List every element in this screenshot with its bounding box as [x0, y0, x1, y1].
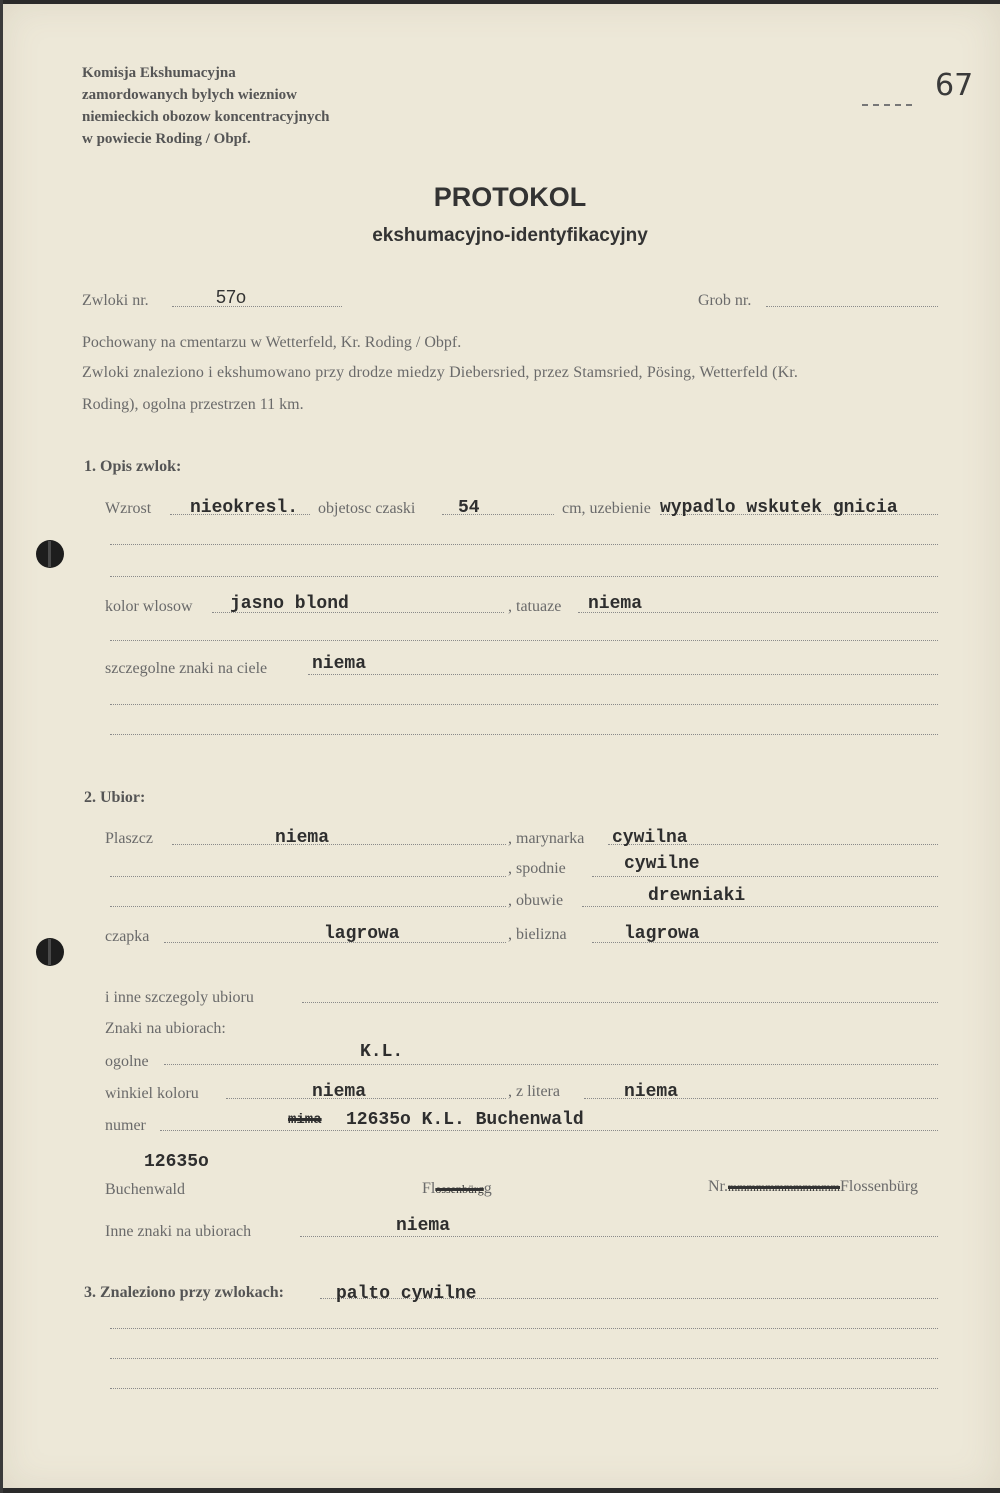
letter-value: niema — [624, 1082, 679, 1102]
burial-line-1: Pochowany na cmentarzu w Wetterfeld, Kr. Roding / Obpf. — [82, 334, 462, 351]
coat-line-3 — [110, 906, 506, 907]
coat-label: Plaszcz — [105, 830, 153, 847]
nr-suffix: Flossenbürg — [840, 1178, 918, 1195]
buchenwald-label: Buchenwald — [105, 1181, 185, 1198]
punch-hole-top — [36, 540, 64, 568]
number-line — [160, 1130, 938, 1131]
height-label: Wzrost — [105, 500, 152, 517]
hair-color-value: jasno blond — [230, 594, 349, 614]
letter-label: , z litera — [508, 1083, 560, 1100]
document-subtitle: ekshumacyjno-identyfikacyjny — [372, 225, 648, 246]
found-items-line-2 — [110, 1328, 938, 1329]
general-label: ogolne — [105, 1053, 149, 1070]
scan-edge-bottom — [0, 1488, 1000, 1493]
other-marks-line — [300, 1236, 938, 1237]
coat-line — [172, 844, 506, 845]
general-line — [164, 1064, 938, 1065]
shoes-label: , obuwie — [508, 892, 564, 909]
grave-number-label: Grob nr. — [698, 292, 752, 309]
hair-color-label: kolor wlosow — [105, 598, 193, 615]
cm-teeth-label: cm, uzebienie — [562, 500, 651, 517]
flossenburg-struck: ossenbürg — [435, 1182, 484, 1196]
cap-label: czapka — [105, 928, 150, 945]
shoes-line — [582, 906, 938, 907]
trousers-line — [592, 876, 938, 877]
hair-line-2 — [110, 640, 938, 641]
nr-prefix: Nr. — [708, 1178, 728, 1195]
flossenburg-label — [422, 1180, 492, 1198]
cap-value: lagrowa — [324, 924, 400, 944]
found-items-line-3 — [110, 1358, 938, 1359]
tattoo-label: , tatuaze — [508, 598, 562, 615]
special-marks-label: szczegolne znaki na ciele — [105, 660, 268, 677]
page-number-dash — [862, 104, 912, 106]
nr-label — [708, 1178, 918, 1196]
triangle-color-value: niema — [312, 1082, 367, 1102]
other-marks-value: niema — [396, 1216, 451, 1236]
punch-hole-bottom — [36, 938, 64, 966]
triangle-color-label: winkiel koloru — [105, 1085, 199, 1102]
burial-line-2: Zwloki znaleziono i ekshumowano przy drodze miedzy Diebersried, przez Stamsried, Pösing, Wetterfeld (Kr. — [82, 364, 799, 381]
nr-struck: mmmmmmmmmmmm — [728, 1180, 841, 1194]
skull-value: 54 — [458, 498, 480, 518]
general-value: K.L. — [360, 1042, 404, 1062]
section-2-heading: 2. Ubior: — [84, 789, 146, 806]
other-details-line — [302, 1002, 938, 1003]
page-number: 67 — [935, 68, 974, 103]
coat-value: niema — [275, 828, 330, 848]
special-marks-line-2 — [110, 704, 938, 705]
corpse-number-label: Zwloki nr. — [82, 292, 149, 309]
document-title: PROTOKOL — [433, 182, 587, 212]
section-3-heading: 3. Znaleziono przy zwlokach: — [84, 1284, 284, 1301]
teeth-line-2 — [110, 544, 938, 545]
flossenburg-prefix: Fl — [422, 1180, 436, 1197]
institution-line-1: Komisja Ekshumacyjna — [82, 65, 236, 81]
jacket-value: cywilna — [612, 828, 688, 848]
burial-line-3: Roding), ogolna przestrzen 11 km. — [82, 396, 304, 413]
institution-line-2: zamordowanych bylych wiezniow — [82, 87, 297, 103]
trousers-value: cywilne — [624, 854, 700, 874]
coat-line-2 — [110, 876, 506, 877]
underwear-value: lagrowa — [624, 924, 700, 944]
scan-edge-top — [0, 0, 1000, 4]
corpse-number-value: 57o — [216, 287, 247, 307]
special-marks-line — [308, 674, 938, 675]
skull-label: objetosc czaski — [318, 500, 416, 517]
institution-line-3: niemieckich obozow koncentracyjnych — [82, 109, 330, 125]
corpse-number-line — [172, 306, 342, 307]
number-extra-value: 12635o — [144, 1152, 209, 1172]
other-details-label: i inne szczegoly ubioru — [105, 989, 254, 1006]
institution-line-4: w powiecie Roding / Obpf. — [82, 131, 251, 147]
tattoo-value: niema — [588, 594, 643, 614]
height-value: nieokresl. — [190, 498, 299, 518]
number-struck-text: mima — [288, 1112, 322, 1128]
institution-block — [82, 62, 329, 150]
jacket-label: , marynarka — [508, 830, 585, 847]
special-marks-line-3 — [110, 734, 938, 735]
grave-number-line — [766, 306, 938, 307]
scan-edge-left — [0, 0, 3, 1493]
trousers-label: , spodnie — [508, 860, 566, 877]
section-1-heading: 1. Opis zwlok: — [84, 458, 182, 475]
underwear-label: , bielizna — [508, 926, 567, 943]
teeth-line-3 — [110, 576, 938, 577]
teeth-value: wypadlo wskutek gnicia — [660, 498, 898, 518]
found-items-value: palto cywilne — [336, 1284, 477, 1304]
found-items-line-4 — [110, 1388, 938, 1389]
number-value: 12635o K.L. Buchenwald — [346, 1110, 584, 1130]
other-marks-label: Inne znaki na ubiorach — [105, 1223, 252, 1240]
number-label: numer — [105, 1117, 146, 1134]
flossenburg-suffix: g — [483, 1180, 492, 1197]
marks-on-clothes-label: Znaki na ubiorach: — [105, 1020, 226, 1037]
shoes-value: drewniaki — [648, 886, 746, 906]
special-marks-value: niema — [312, 654, 367, 674]
